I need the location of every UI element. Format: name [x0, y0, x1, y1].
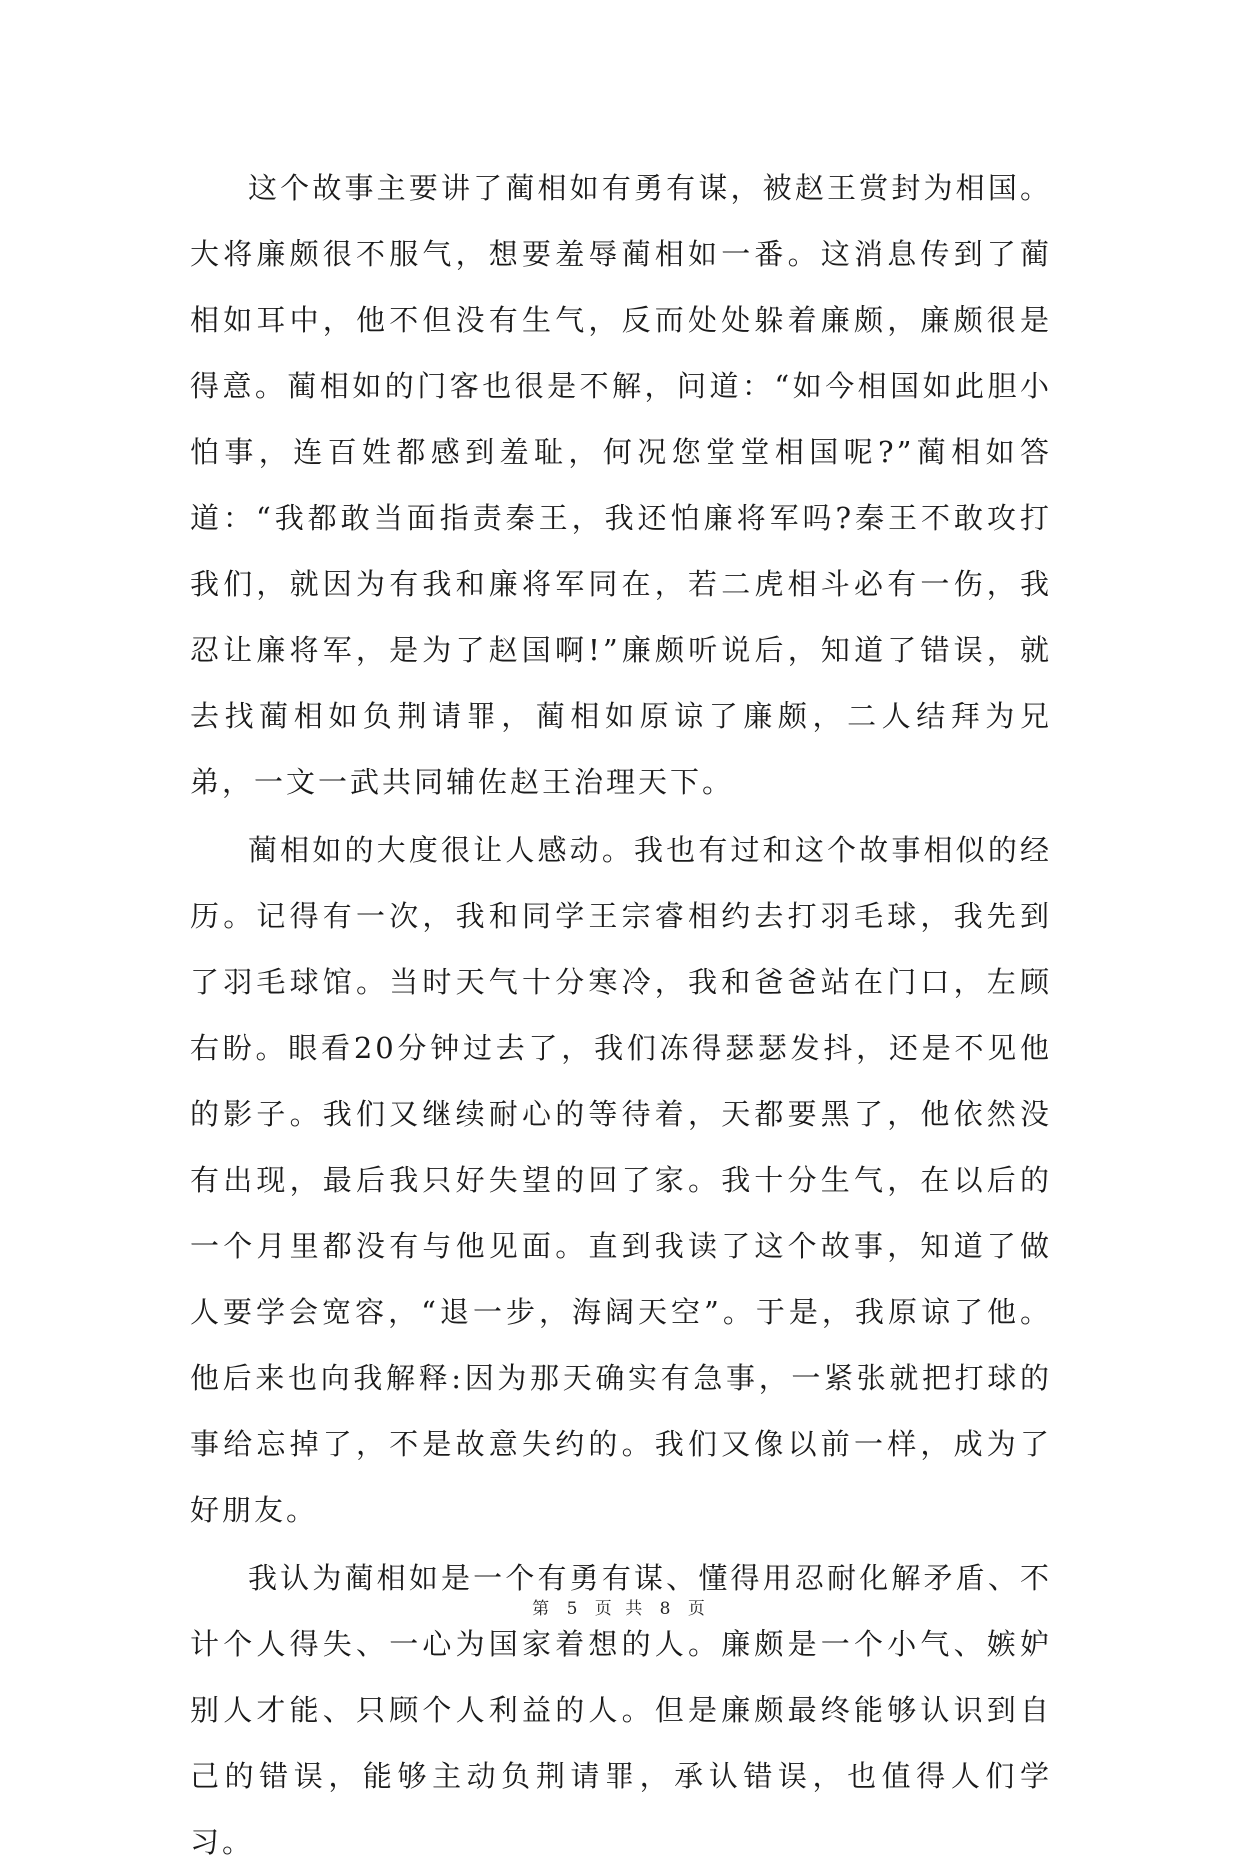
paragraph-story-summary: 这个故事主要讲了蔺相如有勇有谋，被赵王赏封为相国。大将廉颇很不服气，想要羞辱蔺相如一番。这消息传到了蔺相如耳中，他不但没有生气，反而处处躲着廉颇，廉颇很是得意。蔺相如的门客也很是不解，问道：“如今相国如此胆小怕事，连百姓都感到羞耻，何况您堂堂相国呢?”蔺相如答道：“我都敢当面指责秦王，我还怕廉将军吗?秦王不敢攻打我们，就因为有我和廉将军同在，若二虎相斗必有一伤，我忍让廉将军，是为了赵国啊!”廉颇听说后，知道了错误，就去找蔺相如负荆请罪，蔺相如原谅了廉颇，二人结拜为兄弟，一文一武共同辅佐赵王治理天下。: [190, 171, 1052, 799]
page-footer: [0, 1594, 1241, 1619]
footer-suffix: 页: [687, 1599, 709, 1619]
footer-page-current: 5: [566, 1599, 582, 1619]
paragraph-personal-experience: 蔺相如的大度很让人感动。我也有过和这个故事相似的经历。记得有一次，我和同学王宗睿相约去打羽毛球，我先到了羽毛球馆。当时天气十分寒冷，我和爸爸站在门口，左顾右盼。眼看20分钟过去了，我们冻得瑟瑟发抖，还是不见他的影子。我们又继续耐心的等待着，天都要黑了，他依然没有出现，最后我只好失望的回了家。我十分生气，在以后的一个月里都没有与他见面。直到我读了这个故事，知道了做人要学会宽容，“退一步，海阔天空”。于是，我原谅了他。他后来也向我解释:因为那天确实有急事，一紧张就把打球的事给忘掉了，不是故意失约的。我们又像以前一样，成为了好朋友。: [190, 833, 1052, 1527]
footer-middle: 页 共: [594, 1599, 647, 1619]
paragraph-reflection: 我认为蔺相如是一个有勇有谋、懂得用忍耐化解矛盾、不计个人得失、一心为国家着想的人。廉颇是一个小气、嫉妒别人才能、只顾个人利益的人。但是廉颇最终能够认识到自己的错误，能够主动负荆请罪，承认错误，也值得人们学习。: [190, 1561, 1052, 1859]
footer-page-total: 8: [659, 1599, 675, 1619]
footer-prefix: 第: [532, 1599, 554, 1619]
